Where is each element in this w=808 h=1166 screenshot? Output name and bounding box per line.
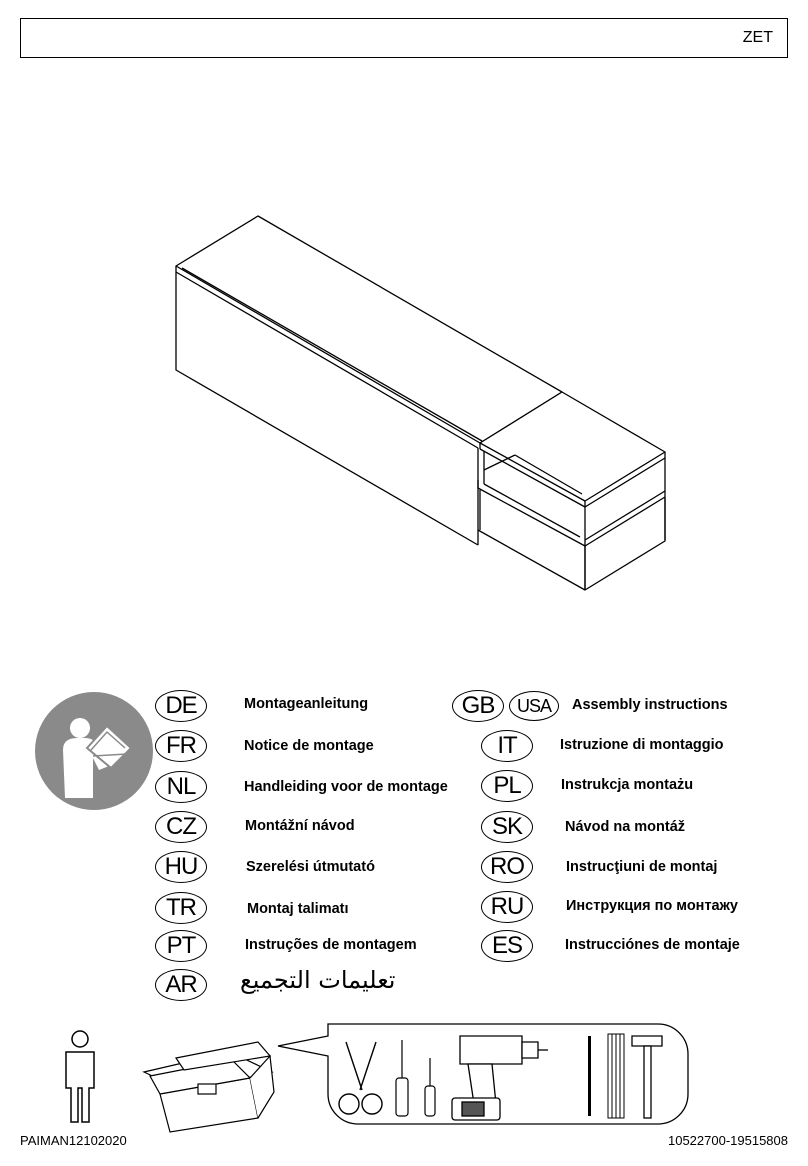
lang-text-fr: Notice de montage (244, 738, 374, 754)
lang-text-pt: Instruções de montagem (245, 937, 417, 953)
footer-left-code: PAIMAN12102020 (20, 1133, 127, 1148)
lang-text-sk: Návod na montáž (565, 819, 686, 835)
lang-code-sk: SK (481, 811, 533, 843)
lang-code-es: ES (481, 930, 533, 962)
lang-text-nl: Handleiding voor de montage (244, 779, 448, 795)
lang-text-de: Montageanleitung (244, 696, 369, 712)
lang-text-hu: Szerelési útmutató (246, 859, 375, 875)
lang-code-fr: FR (155, 730, 207, 762)
lang-text-ar: تعليمات التجميع (240, 966, 396, 994)
lang-code-de: DE (155, 690, 207, 722)
lang-code-pt: PT (155, 930, 207, 962)
lang-code-nl: NL (155, 771, 207, 803)
lang-text-gb: Assembly instructions (572, 697, 728, 713)
lang-code-it: IT (481, 730, 533, 762)
lang-text-pl: Instrukcja montażu (561, 777, 694, 793)
lang-text-cz: Montážní návod (245, 818, 355, 834)
lang-code-hu: HU (155, 851, 207, 883)
lang-text-ro: Instrucţiuni de montaj (566, 859, 718, 875)
product-name: ZET (742, 29, 773, 46)
lang-code-ro: RO (481, 851, 533, 883)
lang-code-ru: RU (481, 891, 533, 923)
person-icon (66, 1031, 94, 1122)
pencil-icon (588, 1036, 591, 1116)
toolbox-icon (144, 1042, 274, 1132)
lang-code-gb: GB (452, 690, 504, 722)
lang-text-ru: Инструкция по монтажу (566, 898, 738, 914)
lang-text-tr: Montaj talimatı (247, 901, 349, 917)
lang-code-cz: CZ (155, 811, 207, 843)
lang-code-tr: TR (155, 892, 207, 924)
lang-text-es: Instrucciónes de montaje (565, 937, 740, 953)
lang-code-ar: AR (155, 969, 207, 1001)
lang-code-pl: PL (481, 770, 533, 802)
lang-code-usa: USA (509, 691, 559, 721)
footer-right-code: 10522700-19515808 (667, 1133, 788, 1148)
lang-text-it: Istruzione di montaggio (560, 737, 724, 753)
